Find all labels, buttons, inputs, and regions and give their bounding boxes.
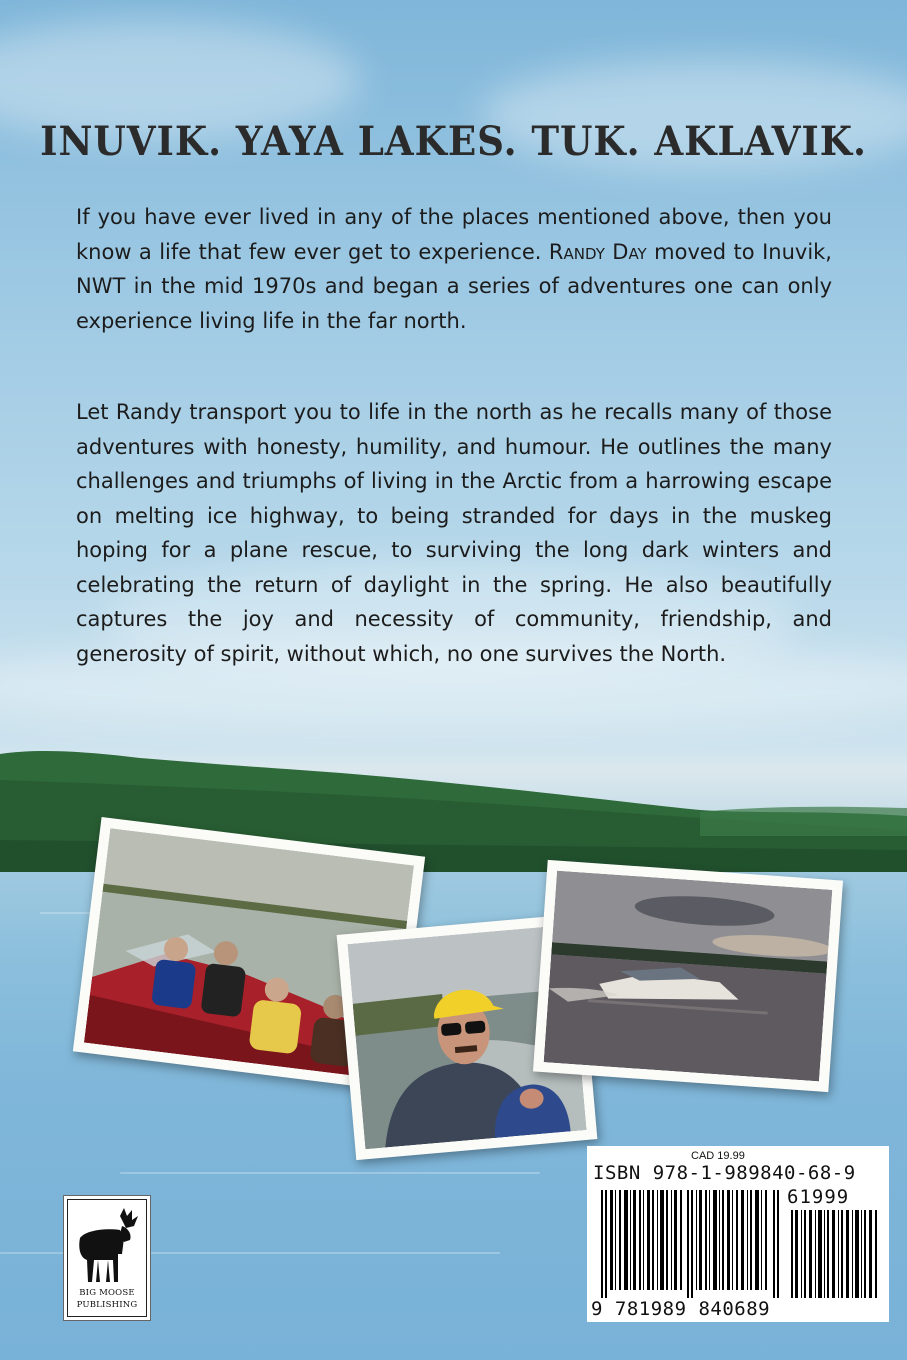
- ean-barcode: [601, 1190, 781, 1298]
- blurb-text: moved to Inuvik, NWT in the mid 1970s and began a series of adventures one can only experience living life in the far north.: [76, 239, 832, 333]
- price-label: CAD 19.99: [691, 1150, 745, 1162]
- isbn-text: ISBN 978-1-989840-68-9: [593, 1162, 856, 1184]
- cover-title: INUVIK. YAYA LAKES. TUK. AKLAVIK.: [40, 118, 867, 165]
- blurb-paragraph-1: [76, 200, 832, 338]
- addon-digits: 61999: [787, 1186, 850, 1208]
- logo-line-2: PUBLISHING: [76, 1300, 138, 1310]
- isbn-barcode-box: [587, 1146, 889, 1322]
- blurb-text: If you have ever lived in any of the places mentioned above, then you know a life that few ever get to experience.: [76, 205, 832, 264]
- moose-icon: [72, 1204, 142, 1284]
- ean-digits: 9 781989 840689: [591, 1298, 771, 1320]
- photo-speedboat-on-lake: [533, 860, 843, 1092]
- blurb-paragraph-2: Let Randy transport you to life in the north as he recalls many of those adventures with honesty, humility, and humour. He outlines the many challenges and triumphs of living in the Arctic from a harrowing escape on melting ice highway, to being stranded for days in the muskeg hoping for a plane rescue, to surviving the long dark winters and celebrating the return of daylight in the spring. He also beautifully captures the joy and necessity of community, friendship, and generosity of spirit, without which, no one survives the North.: [76, 400, 832, 666]
- ripple: [120, 1172, 540, 1174]
- author-name: Randy Day: [548, 239, 647, 264]
- photo-image: [544, 871, 833, 1082]
- addon-barcode: [791, 1210, 881, 1298]
- logo-line-1: BIG MOOSE: [79, 1288, 135, 1298]
- publisher-logo: [63, 1195, 151, 1321]
